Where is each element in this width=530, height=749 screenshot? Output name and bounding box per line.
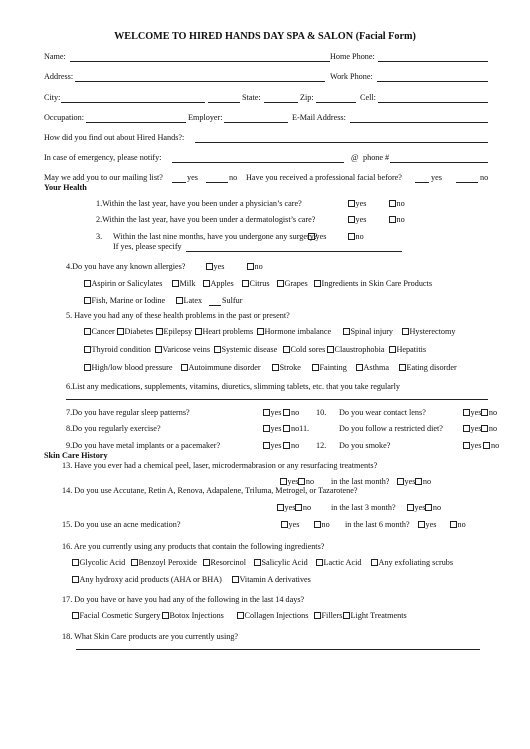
checkbox[interactable] xyxy=(283,442,290,449)
health-q4: 4.Do you have any known allergies? xyxy=(66,262,186,271)
ingredient-resorcinol[interactable]: Resorcinol xyxy=(203,559,246,567)
emergency-phone-label: phone # xyxy=(363,153,390,162)
health-q3: Within the last nine months, have you undergone any surgery? xyxy=(113,232,318,241)
mailing-list-question: May we add you to our mailing list? xyxy=(44,173,163,182)
at-sign: @ xyxy=(351,153,359,162)
checkbox[interactable] xyxy=(72,576,79,583)
problem-spinal[interactable]: Spinal injury xyxy=(343,328,393,336)
checkbox[interactable] xyxy=(242,280,249,287)
checkbox[interactable] xyxy=(415,478,422,485)
city-label: City: xyxy=(44,93,61,102)
city-field[interactable] xyxy=(61,102,205,103)
recent-collagen[interactable]: Collagen Injections xyxy=(237,612,308,620)
checkbox[interactable] xyxy=(195,328,202,335)
home-phone-field[interactable] xyxy=(378,61,488,62)
problem-varicose[interactable]: Varicose veins xyxy=(155,346,210,354)
skin-q16: 16. Are you currently using any products that contain the following ingredients? xyxy=(62,542,325,551)
cell-label: Cell: xyxy=(360,93,376,102)
allergy-sulfur: Sulfur xyxy=(222,296,243,305)
ingredient-scrubs[interactable]: Any exfoliating scrubs xyxy=(371,559,453,567)
problem-cancer[interactable]: Cancer xyxy=(84,328,115,336)
checkbox[interactable] xyxy=(389,200,396,207)
q15-months-no[interactable]: no xyxy=(450,521,466,529)
checkbox[interactable] xyxy=(257,328,264,335)
checkbox[interactable] xyxy=(348,233,355,240)
city-extra-field[interactable] xyxy=(208,102,240,103)
zip-label: Zip: xyxy=(300,93,314,102)
checkbox[interactable] xyxy=(214,346,221,353)
checkbox[interactable] xyxy=(84,364,91,371)
employer-field[interactable] xyxy=(224,122,288,123)
checkbox[interactable] xyxy=(295,504,302,511)
heard-field[interactable] xyxy=(195,142,488,143)
q12-number: 12. xyxy=(316,441,327,450)
checkbox[interactable] xyxy=(281,521,288,528)
checkbox[interactable] xyxy=(203,559,210,566)
cell-field[interactable] xyxy=(378,102,488,103)
checkbox[interactable] xyxy=(206,263,213,270)
allergy-grapes[interactable]: Grapes xyxy=(277,280,308,288)
problem-heart[interactable]: Heart problems xyxy=(195,328,253,336)
checkbox[interactable] xyxy=(263,442,270,449)
problem-eating[interactable]: Eating disorder xyxy=(399,364,457,372)
q1-yes[interactable]: yes xyxy=(348,200,366,208)
checkbox[interactable] xyxy=(84,346,91,353)
skin-q14: 14. Do you use Accutane, Retin A, Renova, Adapalene, Triluma, Metrogel, or Tazarotene? xyxy=(62,486,358,495)
checkbox[interactable] xyxy=(277,280,284,287)
checkbox[interactable] xyxy=(277,504,284,511)
checkbox[interactable] xyxy=(232,576,239,583)
problem-hepatitis[interactable]: Hepatitis xyxy=(389,346,426,354)
facial-before-question: Have you received a professional facial before? xyxy=(246,173,402,182)
health-q2: 2.Within the last year, have you been under a dermatologist’s care? xyxy=(96,215,316,224)
q1-no[interactable]: no xyxy=(389,200,405,208)
skin-heading: Skin Care History xyxy=(44,451,108,460)
q10-yes-no[interactable]: yes no xyxy=(463,409,497,417)
q15-yes[interactable]: yes xyxy=(281,521,299,529)
last-3-month-label: in the last 3 month? xyxy=(331,503,396,512)
emergency-contact-field[interactable] xyxy=(172,162,344,163)
problem-fainting[interactable]: Fainting xyxy=(312,364,347,372)
checkbox[interactable] xyxy=(463,442,470,449)
checkbox[interactable] xyxy=(389,346,396,353)
checkbox[interactable] xyxy=(343,328,350,335)
checkbox[interactable] xyxy=(155,346,162,353)
work-phone-label: Work Phone: xyxy=(330,72,373,81)
q3-specify-field[interactable] xyxy=(186,251,402,252)
checkbox[interactable] xyxy=(314,612,321,619)
recent-fillers[interactable]: Fillers xyxy=(314,612,342,620)
health-q10: Do you wear contact lens? xyxy=(339,408,426,417)
q2-yes[interactable]: yes xyxy=(348,216,366,224)
health-q12: Do you smoke? xyxy=(339,441,391,450)
q15-months-yes[interactable]: yes xyxy=(418,521,436,529)
checkbox[interactable] xyxy=(272,364,279,371)
health-q9: 9.Do you have metal implants or a pacemaker? xyxy=(66,441,221,450)
mailing-yes: yes xyxy=(187,173,198,182)
heard-label: How did you find out about Hired Hands?: xyxy=(44,133,185,142)
health-q5: 5. Have you had any of these health problems in the past or present? xyxy=(66,311,290,320)
checkbox[interactable] xyxy=(389,216,396,223)
problem-asthma[interactable]: Asthma xyxy=(356,364,389,372)
ingredient-salicylic[interactable]: Salicylic Acid xyxy=(254,559,308,567)
checkbox[interactable] xyxy=(308,233,315,240)
checkbox[interactable] xyxy=(481,425,488,432)
checkbox[interactable] xyxy=(283,425,290,432)
zip-field[interactable] xyxy=(316,102,356,103)
problem-autoimmune[interactable]: Autoimmune disorder xyxy=(181,364,261,372)
email-field[interactable] xyxy=(350,122,488,123)
ingredient-glycolic[interactable]: Glycolic Acid xyxy=(72,559,125,567)
checkbox[interactable] xyxy=(450,521,457,528)
q3-yes[interactable]: yes xyxy=(308,233,326,241)
q7-yes-no[interactable]: yes no xyxy=(263,409,299,417)
ingredient-vitamin-a[interactable]: Vitamin A derivatives xyxy=(232,576,311,584)
form-title: WELCOME TO HIRED HANDS DAY SPA & SALON (Facial Form) xyxy=(114,31,416,42)
occupation-label: Occupation: xyxy=(44,113,85,122)
mailing-yes-blank[interactable] xyxy=(172,182,186,183)
checkbox[interactable] xyxy=(327,346,334,353)
q13-yes-no[interactable]: yes no xyxy=(280,478,314,486)
checkbox[interactable] xyxy=(343,612,350,619)
problem-cold-sores[interactable]: Cold sores xyxy=(283,346,325,354)
problem-stroke[interactable]: Stroke xyxy=(272,364,301,372)
facial-yes-blank[interactable] xyxy=(415,182,429,183)
q4-yes[interactable]: yes xyxy=(206,263,224,271)
q14-yes-no[interactable]: yes no xyxy=(277,504,311,512)
checkbox[interactable] xyxy=(72,559,79,566)
health-q8: 8.Do you regularly exercise? xyxy=(66,424,161,433)
allergy-aspirin[interactable]: Aspirin or Salicylates xyxy=(84,280,162,288)
medications-field[interactable] xyxy=(66,399,488,400)
q15-no[interactable]: no xyxy=(314,521,330,529)
q3-number: 3. xyxy=(96,232,103,241)
facial-no-blank[interactable] xyxy=(456,182,478,183)
checkbox[interactable] xyxy=(263,409,270,416)
q14-months-yes-no[interactable]: yes no xyxy=(407,504,441,512)
problem-thyroid[interactable]: Thyroid condition xyxy=(84,346,151,354)
health-q11: Do you follow a restricted diet? xyxy=(339,424,443,433)
checkbox[interactable] xyxy=(312,364,319,371)
state-field[interactable] xyxy=(264,102,298,103)
problem-blood-pressure[interactable]: High/low blood pressure xyxy=(84,364,172,372)
mailing-no-blank[interactable] xyxy=(206,182,228,183)
checkbox[interactable] xyxy=(172,280,179,287)
problem-epilepsy[interactable]: Epilepsy xyxy=(156,328,192,336)
q3-no[interactable]: no xyxy=(348,233,364,241)
skin-q15: 15. Do you use an acne medication? xyxy=(62,520,181,529)
checkbox[interactable] xyxy=(348,216,355,223)
checkbox[interactable] xyxy=(117,328,124,335)
health-q6: 6.List any medications, supplements, vitamins, diuretics, slimming tablets, etc. that you take regularly xyxy=(66,382,401,391)
checkbox[interactable] xyxy=(156,328,163,335)
checkbox[interactable] xyxy=(371,559,378,566)
recent-botox[interactable]: Botox Injections xyxy=(162,612,224,620)
checkbox[interactable] xyxy=(316,559,323,566)
checkbox[interactable] xyxy=(425,504,432,511)
health-q1: 1.Within the last year, have you been under a physician’s care? xyxy=(96,199,302,208)
problem-hysterectomy[interactable]: Hysterectomy xyxy=(402,328,455,336)
checkbox[interactable] xyxy=(203,280,210,287)
allergy-fish[interactable]: Fish, Marine or Iodine xyxy=(84,297,165,305)
email-label: E-Mail Address: xyxy=(292,113,346,122)
q9-yes-no[interactable]: yes no xyxy=(263,442,299,450)
facial-yes: yes xyxy=(431,173,442,182)
checkbox[interactable] xyxy=(399,364,406,371)
problem-hormone[interactable]: Hormone imbalance xyxy=(257,328,331,336)
ingredient-benzoyl[interactable]: Benzoyl Peroxide xyxy=(131,559,197,567)
last-6-month-label: in the last 6 month? xyxy=(345,520,410,529)
health-q7: 7.Do you have regular sleep patterns? xyxy=(66,408,190,417)
checkbox[interactable] xyxy=(162,612,169,619)
q3-specify-label: If yes, please specify xyxy=(113,242,182,251)
checkbox[interactable] xyxy=(176,297,183,304)
checkbox[interactable] xyxy=(181,364,188,371)
problem-systemic[interactable]: Systemic disease xyxy=(214,346,277,354)
q12-yes-no[interactable]: yes no xyxy=(463,442,499,450)
last-month-label: in the last month? xyxy=(331,477,390,486)
address-field[interactable] xyxy=(75,81,325,82)
checkbox[interactable] xyxy=(348,200,355,207)
ingredient-hydroxy[interactable]: Any hydroxy acid products (AHA or BHA) xyxy=(72,576,222,584)
skin-q17: 17. Do you have or have you had any of the following in the last 14 days? xyxy=(62,595,305,604)
mailing-no: no xyxy=(229,173,238,182)
checkbox[interactable] xyxy=(483,442,490,449)
q8-yes-no[interactable]: yes no11. xyxy=(263,425,309,433)
facial-no: no xyxy=(480,173,489,182)
checkbox[interactable] xyxy=(463,425,470,432)
emergency-phone-field[interactable] xyxy=(390,162,488,163)
sulfur-blank[interactable] xyxy=(209,305,221,306)
checkbox[interactable] xyxy=(314,280,321,287)
emergency-label: In case of emergency, please notify: xyxy=(44,153,162,162)
home-phone-label: Home Phone: xyxy=(330,52,375,61)
employer-label: Employer: xyxy=(188,113,223,122)
checkbox[interactable] xyxy=(314,521,321,528)
checkbox[interactable] xyxy=(84,297,91,304)
checkbox[interactable] xyxy=(237,612,244,619)
skin-q13: 13. Have you ever had a chemical peel, laser, microdermabrasion or any resurfacing treatments? xyxy=(62,461,378,470)
checkbox[interactable] xyxy=(283,346,290,353)
recent-light-treatments[interactable]: Light Treatments xyxy=(343,612,407,620)
checkbox[interactable] xyxy=(407,504,414,511)
checkbox[interactable] xyxy=(254,559,261,566)
name-label: Name: xyxy=(44,52,66,61)
checkbox[interactable] xyxy=(402,328,409,335)
allergy-citrus[interactable]: Citrus xyxy=(242,280,270,288)
state-label: State: xyxy=(242,93,261,102)
checkbox[interactable] xyxy=(356,364,363,371)
checkbox[interactable] xyxy=(72,612,79,619)
skin-q18: 18. What Skin Care products are you currently using? xyxy=(62,632,239,641)
checkbox[interactable] xyxy=(298,478,305,485)
q4-no[interactable]: no xyxy=(247,263,263,271)
recent-cosmetic-surgery[interactable]: Facial Cosmetic Surgery xyxy=(72,612,160,620)
checkbox[interactable] xyxy=(280,478,287,485)
checkbox[interactable] xyxy=(418,521,425,528)
skin-products-field[interactable] xyxy=(76,649,480,650)
checkbox[interactable] xyxy=(283,409,290,416)
q13-month-yes-no[interactable]: yes no xyxy=(397,478,431,486)
allergy-apples[interactable]: Apples xyxy=(203,280,234,288)
address-label: Address: xyxy=(44,72,74,81)
problem-claustrophobia[interactable]: Claustrophobia xyxy=(327,346,385,354)
checkbox[interactable] xyxy=(481,409,488,416)
allergy-latex[interactable]: Latex xyxy=(176,297,202,305)
checkbox[interactable] xyxy=(263,425,270,432)
checkbox[interactable] xyxy=(84,328,91,335)
q10-number: 10. xyxy=(316,408,327,417)
q2-no[interactable]: no xyxy=(389,216,405,224)
allergy-milk[interactable]: Milk xyxy=(172,280,195,288)
allergy-skin-care[interactable]: Ingredients in Skin Care Products xyxy=(314,280,432,288)
health-heading: Your Health xyxy=(44,183,87,192)
name-field[interactable] xyxy=(70,61,330,62)
checkbox[interactable] xyxy=(247,263,254,270)
ingredient-lactic[interactable]: Lactic Acid xyxy=(316,559,361,567)
checkbox[interactable] xyxy=(397,478,404,485)
checkbox[interactable] xyxy=(131,559,138,566)
occupation-field[interactable] xyxy=(86,122,186,123)
work-phone-field[interactable] xyxy=(377,81,488,82)
problem-diabetes[interactable]: Diabetes xyxy=(117,328,153,336)
q11-yes-no[interactable]: yes no xyxy=(463,425,497,433)
checkbox[interactable] xyxy=(463,409,470,416)
checkbox[interactable] xyxy=(84,280,91,287)
